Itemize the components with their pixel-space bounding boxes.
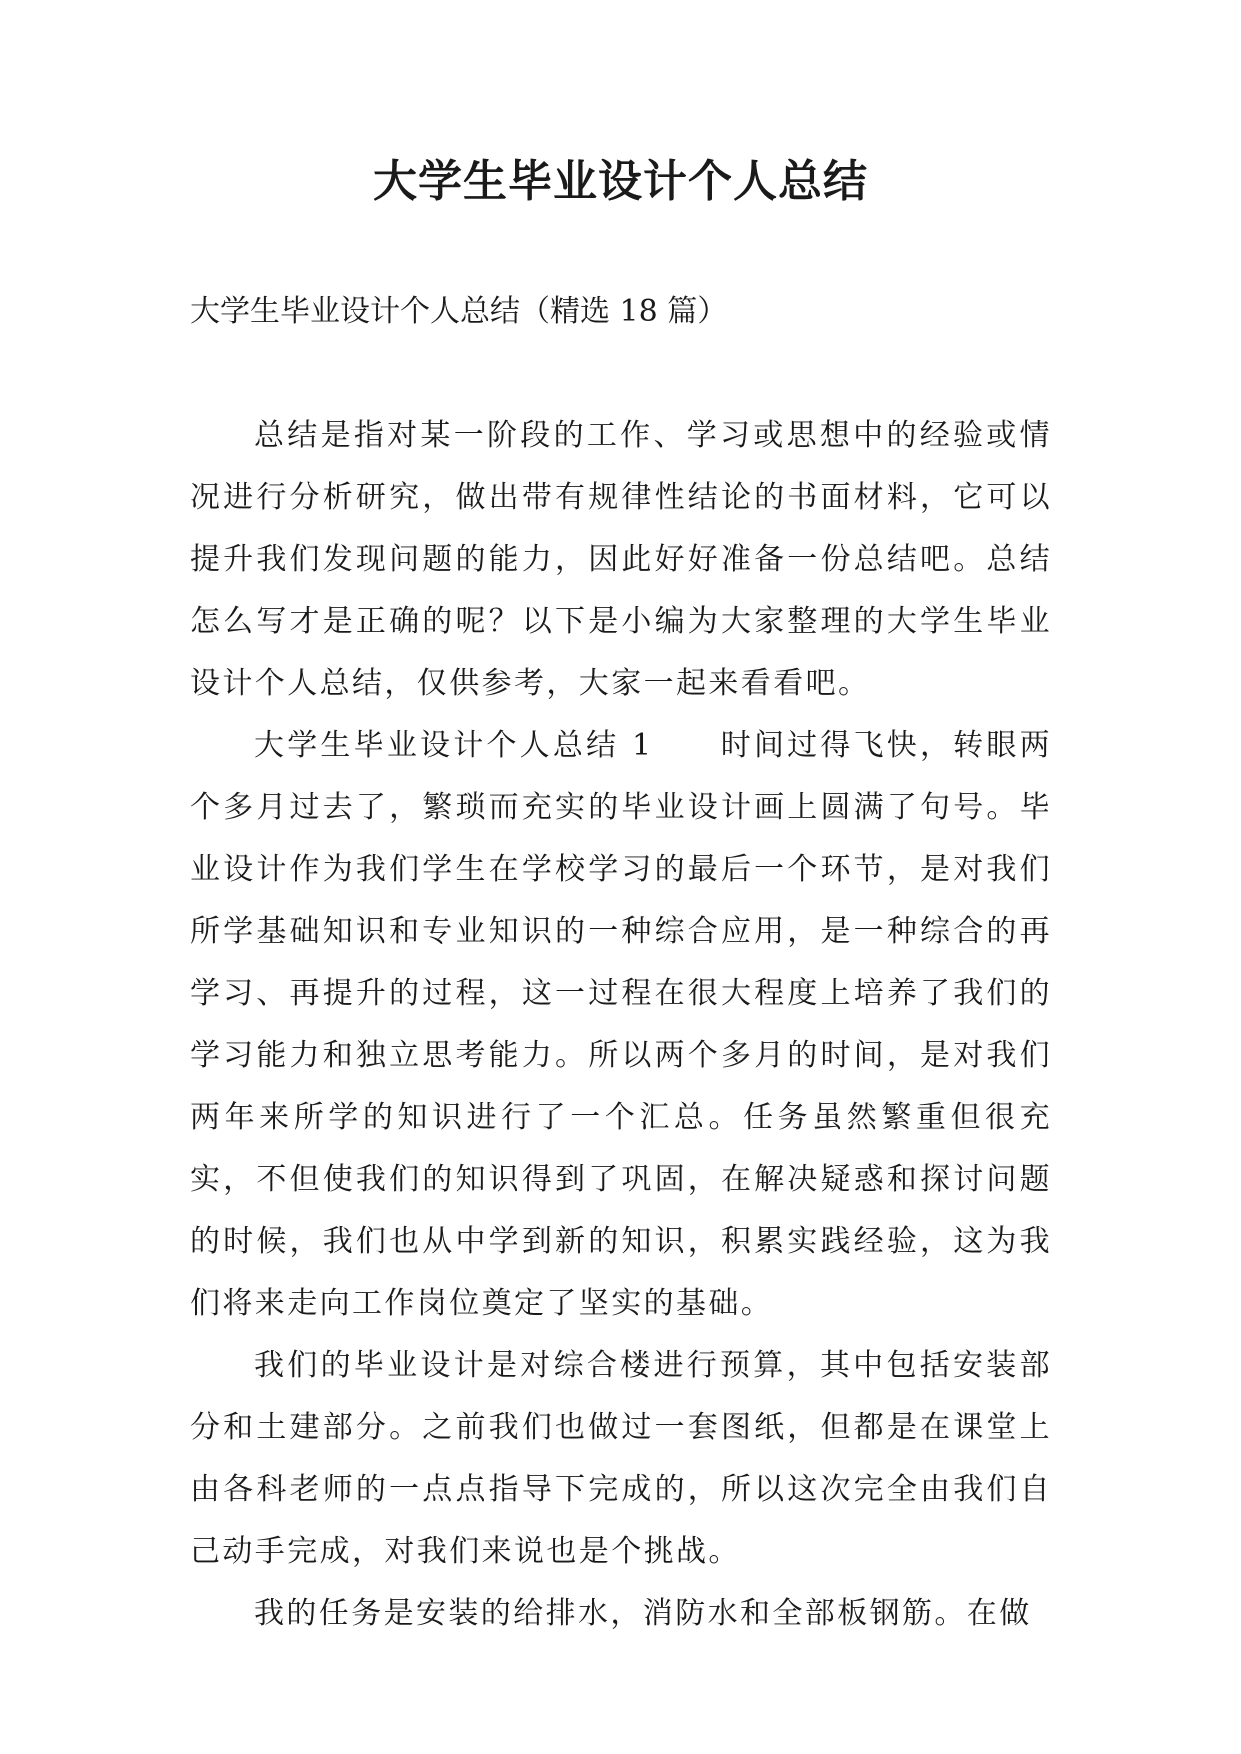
document-subtitle: 大学生毕业设计个人总结（精选 18 篇） xyxy=(190,294,728,329)
paragraph-task: 我的任务是安装的给排水，消防水和全部板钢筋。在做 xyxy=(254,1596,1032,1631)
paragraph-project: 我们的毕业设计是对综合楼进行预算，其中包括安装部分和土建部分。之前我们也做过一套图纸，但都是在课堂上由各科老师的一点点指导下完成的，所以这次完全由我们自己动手完成，对我们来说也是个挑战。 xyxy=(190,1348,1052,1569)
paragraph-intro: 总结是指对某一阶段的工作、学习或思想中的经验或情况进行分析研究，做出带有规律性结论的书面材料，它可以提升我们发现问题的能力，因此好好准备一份总结吧。总结怎么写才是正确的呢？以下是小编为大家整理的大学生毕业设计个人总结，仅供参考，大家一起来看看吧。 xyxy=(190,418,1052,701)
paragraph-section-1: 大学生毕业设计个人总结 1 时间过得飞快，转眼两个多月过去了，繁琐而充实的毕业设计画上圆满了句号。毕业设计作为我们学生在学校学习的最后一个环节，是对我们所学基础知识和专业知识的一种综合应用，是一种综合的再学习、再提升的过程，这一过程在很大程度上培养了我们的学习能力和独立思考能力。所以两个多月的时间，是对我们两年来所学的知识进行了一个汇总。任务虽然繁重但很充实，不但使我们的知识得到了巩固，在解决疑惑和探讨问题的时候，我们也从中学到新的知识，积累实践经验，这为我们将来走向工作岗位奠定了坚实的基础。 xyxy=(190,728,1052,1321)
document-body xyxy=(190,405,1052,1645)
document-title: 大学生毕业设计个人总结 xyxy=(373,156,868,207)
